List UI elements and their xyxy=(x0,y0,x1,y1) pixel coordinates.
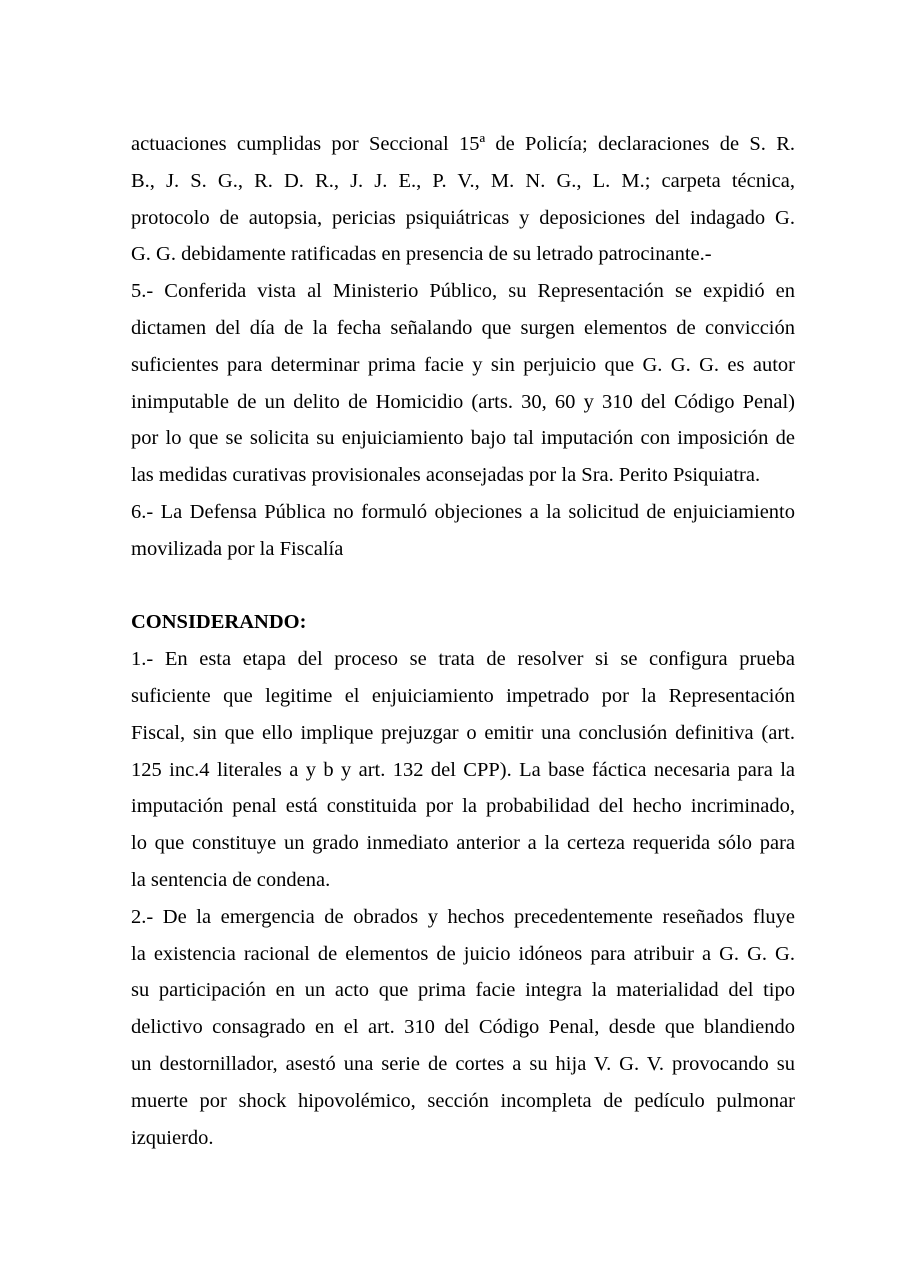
text-line: 2.- De la emergencia de obrados y hechos precedentemente reseñados fluye xyxy=(131,905,795,928)
text-line: 6.- La Defensa Pública no formuló objeciones a la solicitud de enjuiciamiento xyxy=(131,500,795,523)
text-line: actuaciones cumplidas por Seccional 15ª de Policía; declaraciones de S. R. xyxy=(131,133,795,155)
considerando-2 xyxy=(131,899,795,1157)
document-body xyxy=(131,126,795,1156)
blank-line xyxy=(131,568,795,605)
text-line: su participación en un acto que prima facie integra la materialidad del tipo xyxy=(131,979,795,1002)
text-line: 125 inc.4 literales a y b y art. 132 del CPP). La base fáctica necesaria para la xyxy=(131,758,795,781)
paragraph-5 xyxy=(131,273,795,494)
text-line: 5.- Conferida vista al Ministerio Público, su Representación se expidió en xyxy=(131,280,795,303)
text-line: G. G. debidamente ratificadas en presencia de su letrado patrocinante.- xyxy=(131,243,712,266)
text-line: imputación penal está constituida por la probabilidad del hecho incriminado, xyxy=(131,795,795,818)
text-line: izquierdo. xyxy=(131,1126,214,1149)
text-line: lo que constituye un grado inmediato anterior a la certeza requerida sólo para xyxy=(131,832,795,855)
text-line: suficientes para determinar prima facie y sin perjuicio que G. G. G. es autor xyxy=(131,353,795,376)
text-line: B., J. S. G., R. D. R., J. J. E., P. V., M. N. G., L. M.; carpeta técnica, xyxy=(131,169,795,192)
text-line: 1.- En esta etapa del proceso se trata de resolver si se configura prueba xyxy=(131,648,795,671)
text-line: protocolo de autopsia, pericias psiquiátricas y deposiciones del indagado G. xyxy=(131,206,795,229)
text-line: la existencia racional de elementos de juicio idóneos para atribuir a G. G. G. xyxy=(131,942,795,965)
considerando-1 xyxy=(131,641,795,899)
text-line: movilizada por la Fiscalía xyxy=(131,537,344,560)
text-line: suficiente que legitime el enjuiciamiento impetrado por la Representación xyxy=(131,684,795,707)
text-line: un destornillador, asestó una serie de cortes a su hija V. G. V. provocando su xyxy=(131,1052,795,1075)
section-heading: CONSIDERANDO: xyxy=(131,611,307,634)
text-line: muerte por shock hipovolémico, sección incompleta de pedículo pulmonar xyxy=(131,1089,795,1112)
text-line: dictamen del día de la fecha señalando que surgen elementos de convicción xyxy=(131,316,795,339)
text-line: las medidas curativas provisionales aconsejadas por la Sra. Perito Psiquiatra. xyxy=(131,464,761,487)
text-line: delictivo consagrado en el art. 310 del Código Penal, desde que blandiendo xyxy=(131,1016,795,1039)
text-line: la sentencia de condena. xyxy=(131,868,331,891)
paragraph-6 xyxy=(131,494,795,568)
text-line: inimputable de un delito de Homicidio (arts. 30, 60 y 310 del Código Penal) xyxy=(131,390,795,413)
paragraph-intro xyxy=(131,126,795,273)
text-line: Fiscal, sin que ello implique prejuzgar o emitir una conclusión definitiva (art. xyxy=(131,721,795,744)
text-line: por lo que se solicita su enjuiciamiento bajo tal imputación con imposición de xyxy=(131,427,795,450)
